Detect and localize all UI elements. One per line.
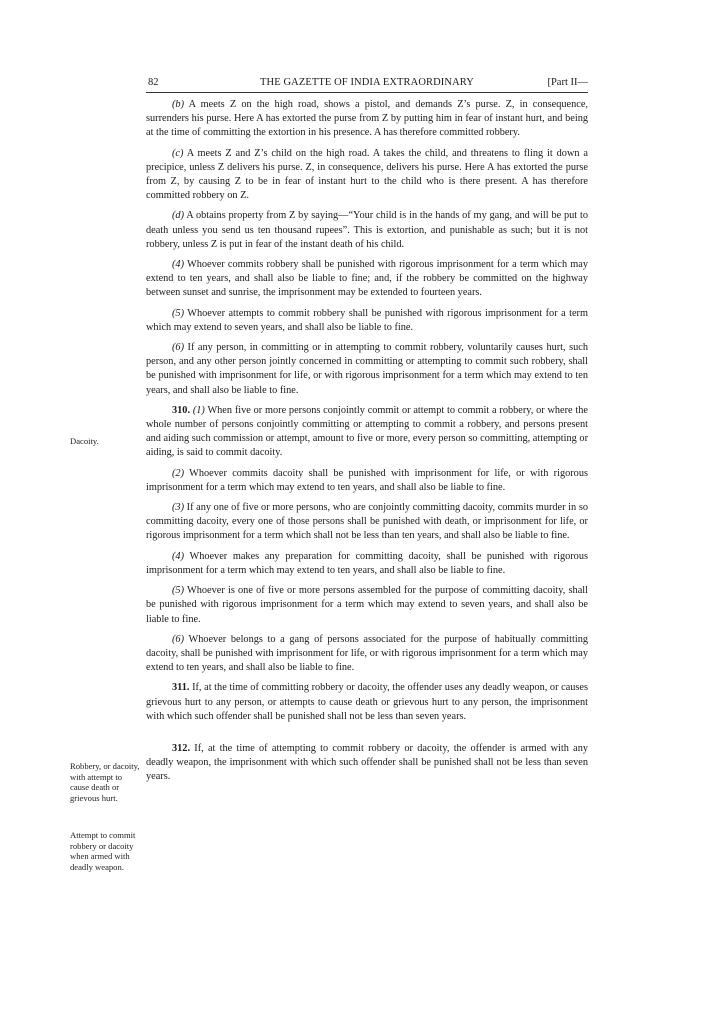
section-310-subsection-6: (6) Whoever belongs to a gang of persons associated for the purpose of habitually committing dacoity, shall be punished with imprisonment for life, or with rigorous imprisonment for a term which may extend to ten years, and shall also be liable to fine. bbox=[146, 633, 588, 674]
part-label: [Part II— bbox=[547, 77, 588, 88]
page-header bbox=[146, 77, 588, 93]
margin-note-dacoity: Dacoity. bbox=[70, 436, 99, 446]
section-number: 310. bbox=[172, 404, 191, 416]
section-311: 311. If, at the time of committing robbery or dacoity, the offender uses any deadly weapon, or causes grievous hurt to any person, or attempts to cause death or grievous hurt to any person, the imprisonment with which such offender shall be punished shall not be less than seven years. bbox=[146, 682, 588, 722]
subsection-6: (6) If any person, in committing or in attempting to commit robbery, voluntarily causes hurt, such person, and any other person jointly concerned in committing or attempting to commit such robbery, shall be punished with imprisonment for life, or with rigorous imprisonment for a term which may extend to ten years, and shall also be liable to fine. bbox=[146, 342, 588, 396]
section-310-subsection-4: (4) Whoever makes any preparation for committing dacoity, shall be punished with rigorous imprisonment for a term which may extend to ten years, and shall also be liable to fine. bbox=[146, 550, 588, 576]
section-310-subsection-1: 310. (1) When five or more persons conjointly commit or attempt to commit a robbery, or where the whole number of persons conjointly committing or attempting to commit a robbery, and persons present and aiding such commission or attempt, amount to five or more, every person so committing, attempting or aiding, is said to commit dacoity. bbox=[146, 404, 588, 459]
subsection-5: (5) Whoever attempts to commit robbery shall be punished with rigorous imprisonment for a term which may extend to seven years, and shall also be liable to fine. bbox=[146, 307, 588, 333]
section-number: 311. bbox=[172, 682, 190, 694]
page-number: 82 bbox=[148, 77, 159, 88]
margin-note-section-312: Attempt to commit robbery or dacoity when armed with deadly weapon. bbox=[70, 830, 136, 872]
illustration-d: (d) A obtains property from Z by saying—“Your child is in the hands of my gang, and will be put to death unless you send us ten thousand rupees”. This is extortion, and punishable as such; but it is not robbery, unless Z is put in fear of the instant death of his child. bbox=[146, 210, 588, 250]
section-number: 312. bbox=[172, 742, 191, 754]
header-rule bbox=[146, 92, 588, 93]
section-310-subsection-3: (3) If any one of five or more persons, who are conjointly committing dacoity, commits murder in so committing dacoity, every one of those persons shall be punished with death, or imprisonment for life, or rigorous imprisonment for a term which shall not be less than ten years, and shall also be liable to fine. bbox=[146, 502, 588, 542]
subsection-4: (4) Whoever commits robbery shall be punished with rigorous imprisonment for a term which may extend to ten years, and shall also be liable to fine; and, if the robbery be committed on the highway between sunset and sunrise, the imprisonment may be extended to fourteen years. bbox=[146, 259, 588, 299]
section-310-subsection-5: (5) Whoever is one of five or more persons assembled for the purpose of committing dacoity, shall be punished with rigorous imprisonment for a term which may extend to seven years, and shall also be liable to fine. bbox=[146, 585, 588, 625]
illustration-c: (c) A meets Z and Z’s child on the high road. A takes the child, and threatens to fling it down a precipice, unless Z delivers his purse. Z, in consequence, delivers his purse. Here A has extorted the purse from Z, by causing Z to be in fear of instant hurt to the child who is there present. A has therefore committed robbery on Z. bbox=[146, 147, 588, 202]
section-310-subsection-2: (2) Whoever commits dacoity shall be punished with imprisonment for life, or with rigorous imprisonment for a term which may extend to ten years, and shall also be liable to fine. bbox=[146, 467, 588, 493]
illustration-b: (b) A meets Z on the high road, shows a pistol, and demands Z’s purse. Z, in consequence, surrenders his purse. Here A has extorted the purse from Z by putting him in fear of instant hurt, and being at the time of committing the extortion in his presence. A has therefore committed robbery. bbox=[146, 99, 588, 139]
section-312: 312. If, at the time of attempting to commit robbery or dacoity, the offender is armed with any deadly weapon, the imprisonment with which such offender shall be punished shall not be less than seven years. bbox=[146, 742, 588, 783]
gazette-title: THE GAZETTE OF INDIA EXTRAORDINARY bbox=[260, 77, 474, 88]
page-body bbox=[146, 98, 588, 791]
margin-note-section-311: Robbery, or dacoity, with attempt to cause death or grievous hurt. bbox=[70, 761, 140, 803]
